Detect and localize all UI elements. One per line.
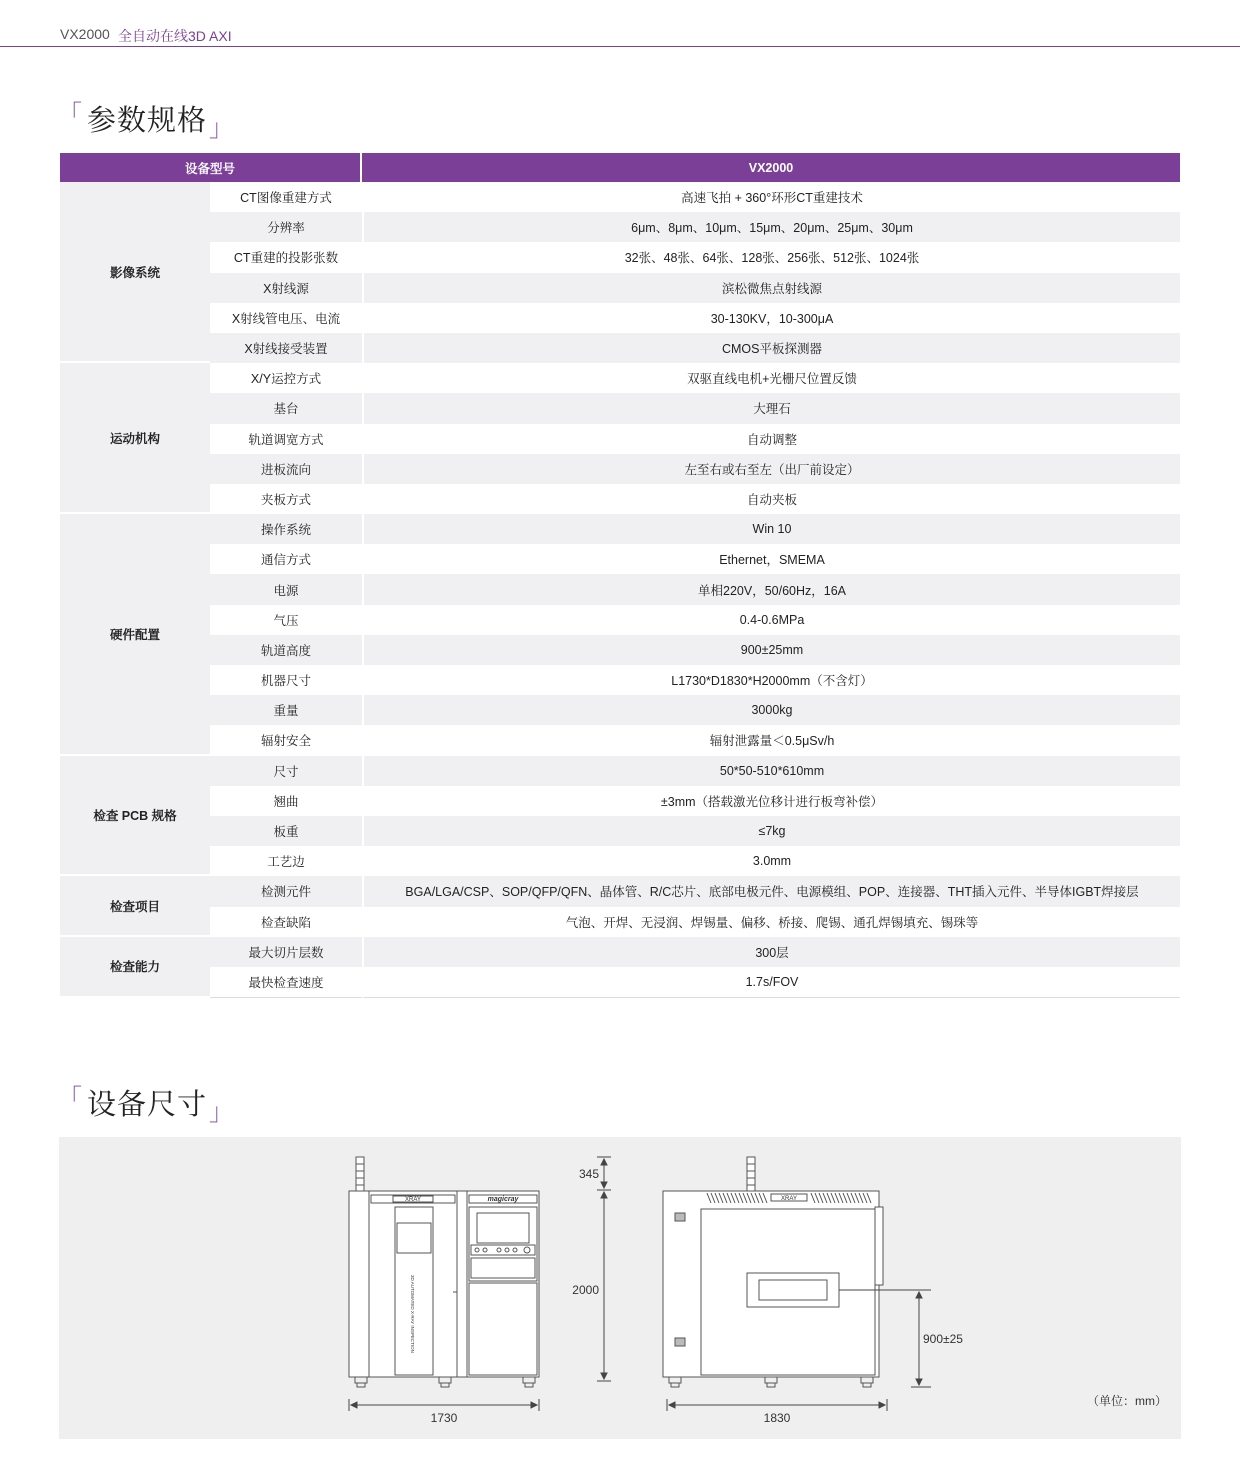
brand-logo: magicray: [487, 1196, 519, 1203]
param-cell: 基台: [210, 393, 362, 423]
value-cell: 自动调整: [362, 424, 1180, 454]
side-view-drawing: [663, 1157, 883, 1387]
table-row: [60, 212, 1180, 242]
table-row: [60, 393, 1180, 423]
panel-label-side: XRAY: [781, 1196, 797, 1202]
table-row: [60, 273, 1180, 303]
table-row: [60, 333, 1180, 363]
value-cell: 6μm、8μm、10μm、15μm、20μm、25μm、30μm: [362, 212, 1180, 242]
group-label: 检查能力: [60, 937, 210, 998]
table-row: [60, 574, 1180, 604]
value-cell: ≤7kg: [362, 816, 1180, 846]
param-cell: 检测元件: [210, 876, 362, 906]
param-cell: 检查缺陷: [210, 907, 362, 937]
bracket-right-icon: 」: [209, 1099, 235, 1126]
table-row: [60, 182, 1180, 212]
value-cell: 32张、48张、64张、128张、256张、512张、1024张: [362, 242, 1180, 272]
table-row: [60, 756, 1180, 786]
value-cell: 大理石: [362, 393, 1180, 423]
table-row: [60, 816, 1180, 846]
table-row: [60, 454, 1180, 484]
table-row: [60, 786, 1180, 816]
spec-section-title: [58, 98, 235, 142]
value-cell: 1.7s/FOV: [362, 967, 1180, 998]
spec-table: [60, 153, 1180, 998]
table-row: [60, 635, 1180, 665]
param-cell: 通信方式: [210, 544, 362, 574]
param-cell: 尺寸: [210, 756, 362, 786]
param-cell: 电源: [210, 574, 362, 604]
param-cell: 机器尺寸: [210, 665, 362, 695]
table-row: [60, 544, 1180, 574]
table-row: [60, 665, 1180, 695]
group-label: 检查 PCB 规格: [60, 756, 210, 877]
table-row: [60, 907, 1180, 937]
bracket-left-icon: 「: [58, 1085, 83, 1112]
value-cell: 300层: [362, 937, 1180, 967]
page-header: [0, 0, 1240, 47]
col-header-model: 设备型号: [60, 153, 362, 182]
dim-top: 345: [578, 1167, 599, 1181]
value-cell: Win 10: [362, 514, 1180, 544]
machine-drawing: [59, 1137, 1181, 1439]
table-row: [60, 514, 1180, 544]
table-row: [60, 876, 1180, 906]
param-cell: X/Y运控方式: [210, 363, 362, 393]
param-cell: 重量: [210, 695, 362, 725]
table-row: [60, 937, 1180, 967]
group-label: 运动机构: [60, 363, 210, 514]
value-cell: 气泡、开焊、无浸润、焊锡量、偏移、桥接、爬锡、通孔焊锡填充、锡珠等: [362, 907, 1180, 937]
table-row: [60, 363, 1180, 393]
side-vertical-text: 3D AUTOMATED X-RAY INSPECTION: [410, 1275, 415, 1353]
value-cell: BGA/LGA/CSP、SOP/QFP/QFN、晶体管、R/C芯片、底部电极元件、电源模组、POP、连接器、THT插入元件、半导体IGBT焊接层: [362, 876, 1180, 906]
value-cell: ±3mm（搭载激光位移计进行板弯补偿）: [362, 786, 1180, 816]
value-cell: L1730*D1830*H2000mm（不含灯）: [362, 665, 1180, 695]
table-row: [60, 242, 1180, 272]
group-label: 检查项目: [60, 876, 210, 936]
param-cell: 最快检查速度: [210, 967, 362, 998]
spec-table-header: [60, 153, 1180, 182]
value-cell: 900±25mm: [362, 635, 1180, 665]
dim-track: 900±25: [923, 1332, 963, 1346]
table-row: [60, 424, 1180, 454]
param-cell: 夹板方式: [210, 484, 362, 514]
param-cell: CT图像重建方式: [210, 182, 362, 212]
value-cell: 3000kg: [362, 695, 1180, 725]
header-subtitle: 全自动在线3D AXI: [118, 28, 232, 44]
param-cell: CT重建的投影张数: [210, 242, 362, 272]
param-cell: 气压: [210, 605, 362, 635]
value-cell: 双驱直线电机+光栅尺位置反馈: [362, 363, 1180, 393]
table-row: [60, 695, 1180, 725]
table-row: [60, 484, 1180, 514]
panel-label-front: XRAY: [405, 1197, 421, 1203]
header-model: VX2000: [60, 26, 110, 42]
param-cell: 工艺边: [210, 846, 362, 876]
table-row: [60, 846, 1180, 876]
value-cell: 0.4-0.6MPa: [362, 605, 1180, 635]
table-row: [60, 605, 1180, 635]
group-label: 硬件配置: [60, 514, 210, 756]
dim-width-front: 1730: [430, 1411, 458, 1425]
value-cell: CMOS平板探测器: [362, 333, 1180, 363]
dims-section-title: [58, 1082, 235, 1126]
dim-width-side: 1830: [763, 1411, 791, 1425]
param-cell: X射线源: [210, 273, 362, 303]
value-cell: Ethernet，SMEMA: [362, 544, 1180, 574]
table-row: [60, 303, 1180, 333]
param-cell: 翘曲: [210, 786, 362, 816]
param-cell: 辐射安全: [210, 725, 362, 755]
param-cell: 板重: [210, 816, 362, 846]
group-label: 影像系统: [60, 182, 210, 363]
table-row: [60, 967, 1180, 998]
param-cell: X射线接受装置: [210, 333, 362, 363]
param-cell: 轨道调宽方式: [210, 424, 362, 454]
value-cell: 滨松微焦点射线源: [362, 273, 1180, 303]
bracket-left-icon: 「: [58, 101, 83, 128]
param-cell: 最大切片层数: [210, 937, 362, 967]
value-cell: 左至右或右至左（出厂前设定）: [362, 454, 1180, 484]
param-cell: 分辨率: [210, 212, 362, 242]
param-cell: 轨道高度: [210, 635, 362, 665]
value-cell: 30-130KV，10-300μA: [362, 303, 1180, 333]
table-row: [60, 725, 1180, 755]
dimension-drawing-panel: [59, 1137, 1181, 1439]
value-cell: 50*50-510*610mm: [362, 756, 1180, 786]
dims-title-text: 设备尺寸: [87, 1089, 208, 1121]
spec-title-text: 参数规格: [87, 105, 208, 137]
front-view-drawing: [349, 1157, 539, 1387]
value-cell: 高速飞拍 + 360°环形CT重建技术: [362, 182, 1180, 212]
bracket-right-icon: 」: [209, 115, 235, 142]
value-cell: 自动夹板: [362, 484, 1180, 514]
dim-height: 2000: [572, 1283, 599, 1297]
col-header-value: VX2000: [362, 153, 1180, 182]
param-cell: 进板流向: [210, 454, 362, 484]
value-cell: 辐射泄露量＜0.5μSv/h: [362, 725, 1180, 755]
value-cell: 3.0mm: [362, 846, 1180, 876]
unit-label: （单位：mm）: [1087, 1394, 1167, 1408]
value-cell: 单相220V，50/60Hz，16A: [362, 574, 1180, 604]
param-cell: 操作系统: [210, 514, 362, 544]
param-cell: X射线管电压、电流: [210, 303, 362, 333]
